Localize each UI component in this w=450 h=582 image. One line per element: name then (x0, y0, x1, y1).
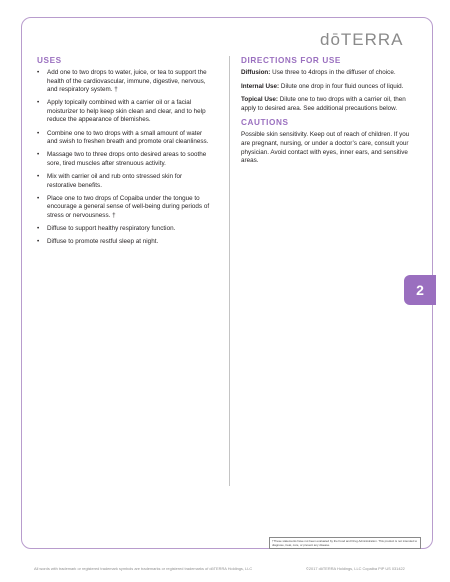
list-item: • Massage two to three drops onto desired areas to soothe sore, tired muscles after strenuous activity. (37, 151, 212, 168)
internal-use-label: Internal Use: (241, 82, 280, 90)
uses-list (37, 69, 212, 247)
list-item: • Diffuse to promote restful sleep at night. (37, 238, 212, 247)
column-divider (229, 56, 230, 486)
fda-disclaimer: †These statements have not been evaluated by the Food and Drug Administration. This product is not intended to diagnose, treat, cure, or prevent any disease. (269, 537, 421, 549)
uses-heading: USES (37, 56, 62, 65)
diffusion-label: Diffusion: (241, 69, 271, 76)
list-item: • Mix with carrier oil and rub onto stressed skin for restorative benefits. (37, 173, 212, 190)
internal-use-text: Dilute one drop in four fluid ounces of liquid. (280, 82, 404, 90)
directions-heading: DIRECTIONS FOR USE (241, 56, 341, 65)
diffusion-paragraph (241, 69, 411, 78)
page-number-tab: 2 (404, 275, 436, 305)
list-item: • Apply topically combined with a carrier oil or a facial moisturizer to help keep skin clean and clear, and to help reduce the appearance of blemishes. (37, 99, 212, 125)
directions-section (241, 56, 411, 171)
diffusion-text: Use three to 4drops in the diffuser of choice. (272, 69, 396, 76)
list-item: • Add one to two drops to water, juice, or tea to support the health of the cardiovascular, immune, digestive, nervous, and respiratory system. † (37, 69, 212, 95)
topical-use-label: Topical Use: (241, 96, 278, 104)
topical-use-text: Dilute one to two drops with a carrier oil, then apply to desired area. See additional precautions below. (241, 96, 406, 112)
brand-logo: dōTERRA (320, 30, 404, 49)
cautions-heading: CAUTIONS (241, 118, 289, 128)
list-item: • Combine one to two drops with a small amount of water and swish to freshen breath and promote oral cleanliness. (37, 130, 212, 147)
cautions-text: Possible skin sensitivity. Keep out of reach of children. If you are pregnant, nursing, or under a doctor’s care, consult your physician. Avoid contact with eyes, inner ears, and sensitive areas. (241, 131, 410, 165)
footer-copyright: ©2017 dōTERRA Holdings, LLC Copaiba PIP US 031422 (306, 566, 405, 571)
list-item: • Place one to two drops of Copaiba under the tongue to encourage a general sense of well-being during periods of stress or nervousness. † (37, 195, 212, 221)
footer-trademark-note: All words with trademark or registered trademark symbols are trademarks or registered trademarks of dōTERRA Holdings, LLC (34, 566, 253, 571)
topical-use-paragraph (241, 96, 411, 113)
internal-use-paragraph (241, 83, 411, 92)
uses-section (37, 56, 212, 251)
list-item: • Diffuse to support healthy respiratory function. (37, 225, 212, 234)
